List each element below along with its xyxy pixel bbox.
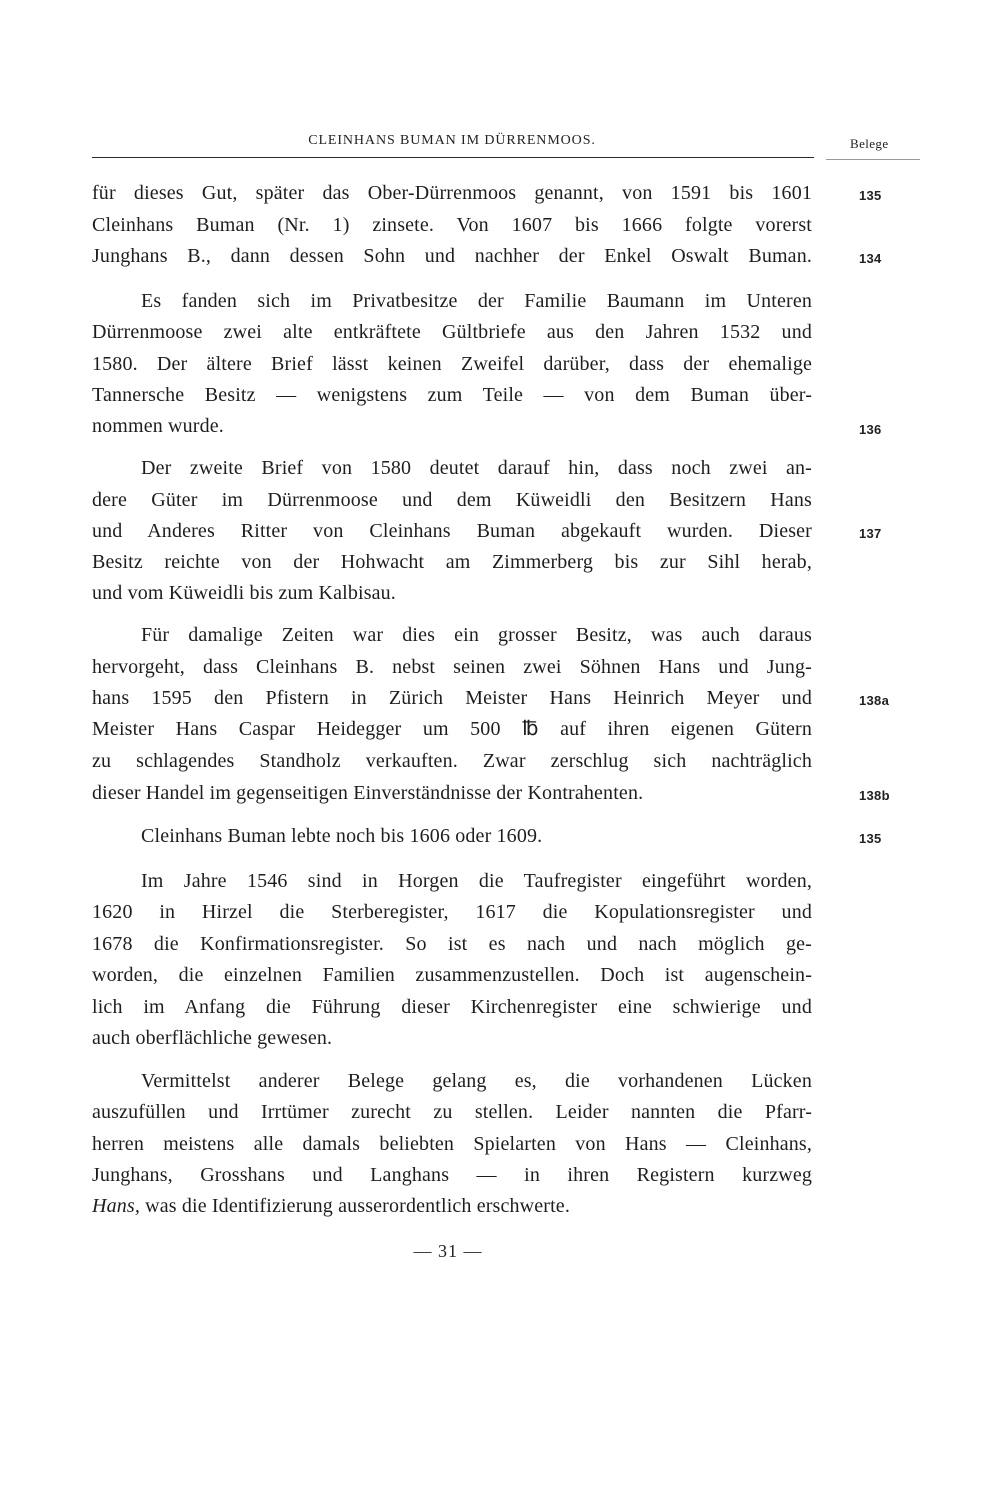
text-line: Besitz reichte von der Hohwacht am Zimmerberg bis zur Sihl herab,: [92, 551, 812, 573]
text-line: lich im Anfang die Führung dieser Kirchenregister eine schwierige und: [92, 996, 812, 1018]
margin-ref: 138b: [859, 788, 890, 803]
header-rule: [92, 157, 814, 158]
text-line: 1580. Der ältere Brief lässt keinen Zweifel darüber, dass der ehemalige: [92, 353, 812, 375]
text-line: für dieses Gut, später das Ober-Dürrenmoos genannt, von 1591 bis 1601: [92, 182, 812, 204]
text-line: Im Jahre 1546 sind in Horgen die Taufregister eingeführt worden,: [141, 870, 812, 892]
text-line: Vermittelst anderer Belege gelang es, die vorhandenen Lücken: [141, 1070, 812, 1092]
text-line: herren meistens alle damals beliebten Spielarten von Hans — Cleinhans,: [92, 1133, 812, 1155]
text-line: Meister Hans Caspar Heidegger um 500 ℔ auf ihren eigenen Gütern: [92, 718, 812, 740]
text-line: worden, die einzelnen Familien zusammenzustellen. Doch ist augenschein-: [92, 964, 812, 986]
text-line: Cleinhans Buman (Nr. 1) zinsete. Von 1607 bis 1666 folgte vorerst: [92, 214, 812, 236]
text-line: Der zweite Brief von 1580 deutet darauf hin, dass noch zwei an-: [141, 457, 812, 479]
text-line: 1678 die Konfirmationsregister. So ist es nach und nach möglich ge-: [92, 933, 812, 955]
text-line: hervorgeht, dass Cleinhans B. nebst seinen zwei Söhnen Hans und Jung-: [92, 656, 812, 678]
text-line: und vom Küweidli bis zum Kalbisau.: [92, 582, 396, 604]
text-line: Junghans B., dann dessen Sohn und nachher der Enkel Oswalt Buman.: [92, 245, 812, 267]
text-line: 1620 in Hirzel die Sterberegister, 1617 die Kopulationsregister und: [92, 901, 812, 923]
text-line: Tannersche Besitz — wenigstens zum Teile — von dem Buman über-: [92, 384, 812, 406]
text-line: zu schlagendes Standholz verkauften. Zwar zerschlug sich nachträglich: [92, 750, 812, 772]
text-line: und Anderes Ritter von Cleinhans Buman abgekauft wurden. Dieser: [92, 520, 812, 542]
margin-ref: 138a: [859, 693, 890, 708]
margin-ref: 135: [859, 831, 882, 846]
margin-title: Belege: [850, 136, 889, 151]
margin-ref: 136: [859, 422, 882, 437]
text-line: Dürrenmoose zwei alte entkräftete Gültbriefe aus den Jahren 1532 und: [92, 321, 812, 343]
text-line: Es fanden sich im Privatbesitze der Familie Baumann im Unteren: [141, 290, 812, 312]
text-line: dieser Handel im gegenseitigen Einverständnisse der Kontrahenten.: [92, 782, 644, 804]
text-line: auch oberflächliche gewesen.: [92, 1027, 333, 1049]
margin-rule: [826, 159, 920, 160]
text-line: hans 1595 den Pfistern in Zürich Meister Hans Heinrich Meyer und: [92, 687, 812, 709]
margin-ref: 137: [859, 526, 882, 541]
text-line: Cleinhans Buman lebte noch bis 1606 oder 1609.: [141, 825, 543, 847]
italic-word: Hans,: [92, 1195, 140, 1217]
text-line: Junghans, Grosshans und Langhans — in ihren Registern kurzweg: [92, 1164, 812, 1186]
text-span: was die Identifizierung ausserordentlich erschwerte.: [139, 1195, 570, 1217]
page-number: — 31 —: [413, 1241, 483, 1261]
text-line: dere Güter im Dürrenmoose und dem Küweidli den Besitzern Hans: [92, 489, 812, 511]
text-line: [92, 1191, 812, 1221]
text-line: nommen wurde.: [92, 415, 224, 437]
text-line: auszufüllen und Irrtümer zurecht zu stellen. Leider nannten die Pfarr-: [92, 1101, 812, 1123]
margin-ref: 134: [859, 251, 882, 266]
running-title: CLEINHANS BUMAN IM DÜRRENMOOS.: [308, 133, 596, 148]
margin-ref: 135: [859, 188, 882, 203]
text-line: Für damalige Zeiten war dies ein grosser Besitz, was auch daraus: [141, 624, 812, 646]
